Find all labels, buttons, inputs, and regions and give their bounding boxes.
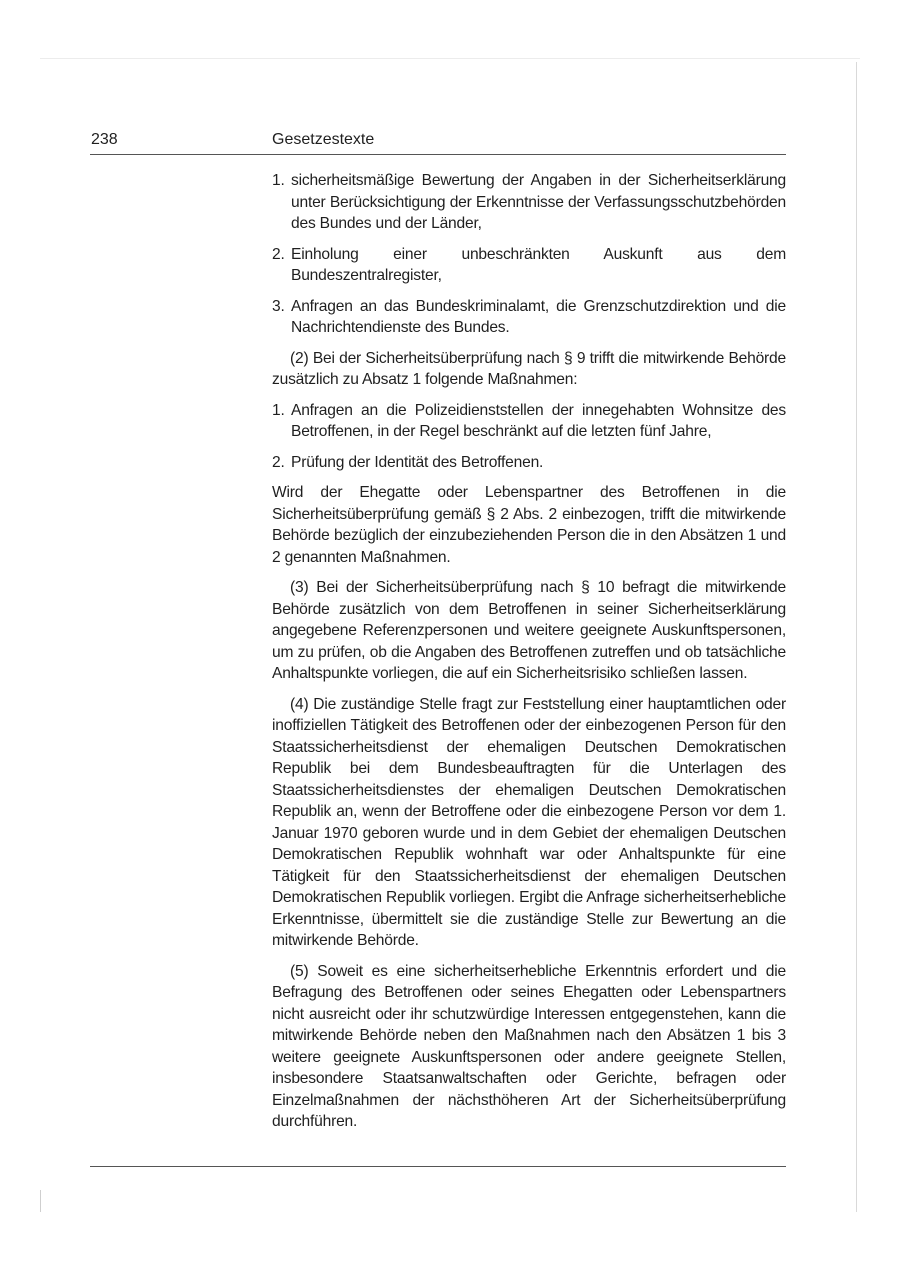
list-text: Anfragen an die Polizeidienststellen der innegehabten Wohnsitze des Betroffenen, in der Regel beschränkt auf die letzten fünf Jahre, [291, 401, 786, 440]
list-text: sicherheitsmäßige Bewertung der Angaben in der Sicherheitserklärung unter Berücksichtigung der Erkenntnisse der Verfassungsschutzbehörden des Bundes und der Länder, [291, 172, 786, 232]
list-number: 2. [272, 245, 285, 263]
footer-rule [90, 1166, 786, 1167]
list-item [272, 296, 786, 339]
scan-edge-left [40, 1190, 41, 1212]
list-text: Anfragen an das Bundeskriminalamt, die Grenzschutzdirektion und die Nachrichtendienste des Bundes. [291, 297, 786, 336]
paragraph-2-continuation: Wird der Ehegatte oder Lebenspartner des Betroffenen in die Sicherheitsüberprüfung gemäß § 2 Abs. 2 einbezogen, trifft die mitwirkende Behörde bezüglich der einzubeziehenden Person die in den Absätzen 1 und 2 genannten Maßnahmen. [272, 484, 786, 566]
paragraph-5: (5) Soweit es eine sicherheitserhebliche Erkenntnis erfordert und die Befragung des Betroffenen oder seines Ehegatten oder Lebenspartners nicht ausreicht oder ihr schutzwürdige Interessen entgegenstehen, kann die mitwirkende Behörde neben den Maßnahmen nach den Absätzen 1 bis 3 weitere geeignete Auskunftspersonen oder andere geeignete Stellen, insbesondere Staatsanwaltschaften oder Gerichte, befragen oder Einzelmaßnahmen der nächsthöheren Art der Sicherheitsüberprüfung durchführen. [272, 962, 786, 1130]
list-item [272, 244, 786, 287]
paragraph-2: (2) Bei der Sicherheitsüberprüfung nach § 9 trifft die mitwirkende Behörde zusätzlich zu Absatz 1 folgende Maßnahmen: [272, 349, 786, 388]
list-number: 2. [272, 453, 285, 471]
header-rule [90, 154, 786, 155]
list-item [272, 170, 786, 235]
scan-edge-top [40, 58, 860, 59]
list-item [272, 452, 786, 474]
paragraph-4: (4) Die zuständige Stelle fragt zur Feststellung einer hauptamtlichen oder inoffiziellen Tätigkeit des Betroffenen oder der einbezogenen Person für den Staatssicherheitsdienst der ehemaligen Deutschen Demokratischen Republik bei dem Bundesbeauftragten für die Unterlagen des Staatssicherheitsdienstes der ehemaligen Deutschen Demokratischen Republik an, wenn der Betroffene oder die einbezogene Person vor dem 1. Januar 1970 geboren wurde und in dem Gebiet der ehemaligen Deutschen Demokratischen Republik wohnhaft war oder Anhaltspunkte für eine Tätigkeit für den Staatssicherheitsdienst der ehemaligen Deutschen Demokratischen Republik vorliegen. Ergibt die Anfrage sicherheitserhebliche Erkenntnisse, übermittelt sie die zuständige Stelle zur Bewertung an die mitwirkende Behörde. [272, 695, 786, 949]
list-item [272, 400, 786, 443]
page-number: 238 [91, 131, 118, 148]
paragraph-3: (3) Bei der Sicherheitsüberprüfung nach § 10 befragt die mitwirkende Behörde zusätzlich von dem Betroffenen in seiner Sicherheitserklärung angegebene Referenzpersonen und weitere geeignete Auskunftspersonen, um zu prüfen, ob die Angaben des Betroffenen zutreffen und ob tatsächliche Anhaltspunkte vorliegen, die auf ein Sicherheitsrisiko schließen lassen. [272, 579, 786, 682]
list-number: 1. [272, 401, 285, 419]
scan-edge-right [856, 62, 857, 1212]
list-text: Einholung einer unbeschränkten Auskunft aus dem Bundeszentralregister, [291, 245, 786, 284]
list-text: Prüfung der Identität des Betroffenen. [291, 453, 544, 471]
list-number: 3. [272, 297, 285, 315]
running-title: Gesetzestexte [272, 131, 375, 148]
list-number: 1. [272, 172, 285, 189]
page-body [272, 170, 786, 1142]
